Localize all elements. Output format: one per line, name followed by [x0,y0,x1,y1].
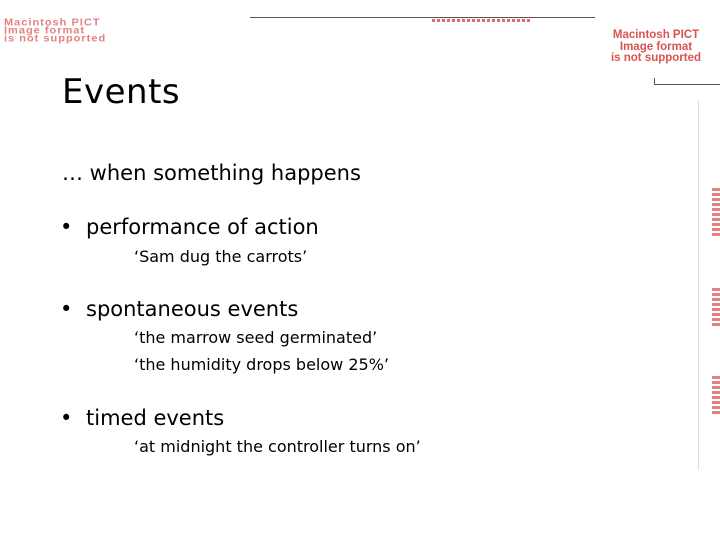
bullet-item [60,297,298,321]
unsupported-image-placeholder-right [592,30,720,68]
bullet-text: timed events [86,406,225,430]
placeholder-line: Image format [619,40,693,53]
example-text: ‘the humidity drops below 25%’ [134,355,389,374]
intro-text: … when something happens [62,161,361,185]
right-edge-line [698,100,699,470]
right-divider [654,84,720,85]
bullet-item [60,215,319,239]
bullet-marker: • [60,406,73,430]
example-text: ‘the marrow seed germinated’ [134,328,378,347]
right-edge-artifact [712,188,720,238]
bullet-marker: • [60,215,73,239]
placeholder-line: is not supported [610,52,702,64]
right-divider-tick [654,78,655,85]
placeholder-line: is not supported [4,33,107,45]
unsupported-image-placeholder-top-left [4,17,250,45]
placeholder-line: Image format [4,25,86,37]
right-edge-artifact [712,288,720,328]
example-text: ‘at midnight the controller turns on’ [134,437,421,456]
top-stamp-artifact [432,19,532,22]
example-text: ‘Sam dug the carrots’ [134,247,308,266]
placeholder-line: Macintosh PICT [612,29,700,41]
bullet-item [60,406,224,430]
bullet-text: spontaneous events [86,297,299,321]
slide-title: Events [62,72,181,112]
right-edge-artifact [712,376,720,416]
bullet-text: performance of action [86,215,319,239]
placeholder-line: Macintosh PICT [4,17,101,28]
top-divider [250,17,595,18]
bullet-marker: • [60,297,73,321]
